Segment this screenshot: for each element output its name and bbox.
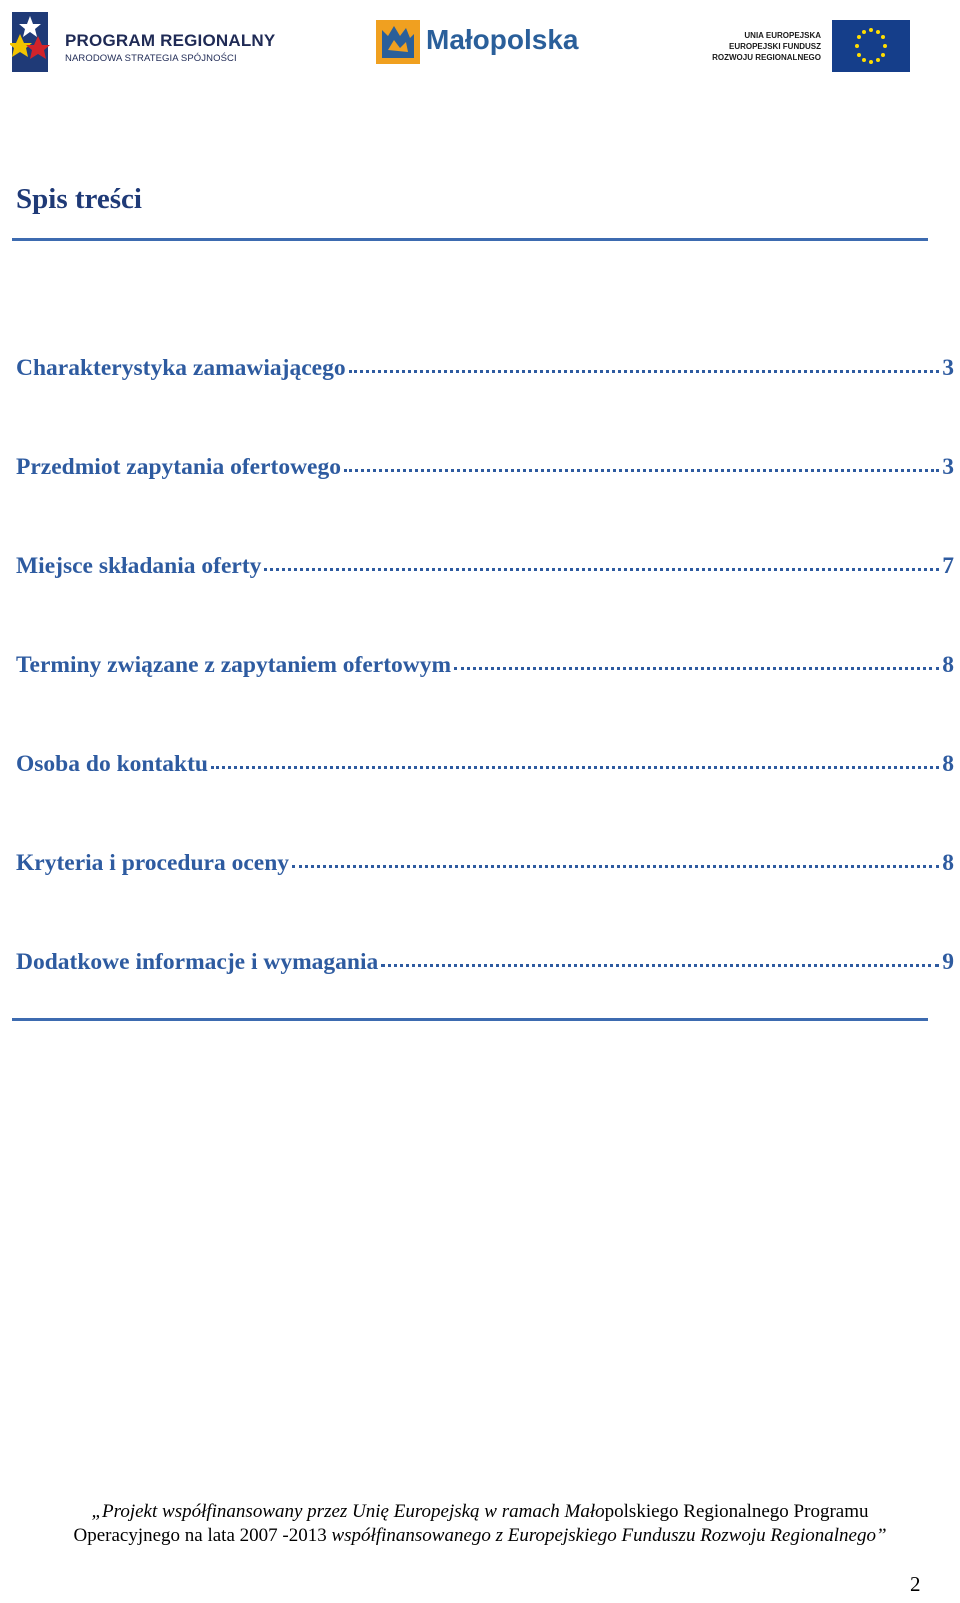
toc-title: Spis treści — [16, 183, 142, 215]
toc-entry-title: Kryteria i procedura oceny — [16, 850, 290, 876]
toc-entry-title: Dodatkowe informacje i wymagania — [16, 949, 379, 975]
toc-dot-leader — [381, 960, 939, 967]
toc-entry-page: 3 — [942, 454, 954, 480]
eu-line-1: UNIA EUROPEJSKA — [744, 31, 821, 40]
toc-entry-title: Miejsce składania oferty — [16, 553, 262, 579]
toc-entry-page: 8 — [942, 850, 954, 876]
toc-entry[interactable] — [16, 751, 954, 850]
malopolska-logo — [376, 20, 596, 66]
toc-entry-title: Przedmiot zapytania ofertowego — [16, 454, 341, 480]
toc-entry[interactable] — [16, 949, 954, 979]
toc-dot-leader — [292, 861, 939, 868]
toc-entry-title: Terminy związane z zapytaniem ofertowym — [16, 652, 452, 678]
program-regionalny-logo — [10, 10, 276, 74]
eu-flag-icon — [832, 20, 910, 72]
toc-entry-title: Charakterystyka zamawiającego — [16, 355, 346, 381]
toc-entry-title: Osoba do kontaktu — [16, 751, 208, 777]
toc-list — [16, 355, 954, 979]
program-regionalny-emblem-icon — [10, 10, 50, 74]
program-regionalny-subtitle: NARODOWA STRATEGIA SPÓJNOŚCI — [65, 53, 237, 64]
page-number: 2 — [910, 1572, 921, 1596]
toc-entry-page: 9 — [942, 949, 954, 975]
malopolska-wordmark: Małopolska — [426, 24, 579, 55]
eu-line-2: EUROPEJSKI FUNDUSZ — [728, 42, 821, 51]
toc-entry-page: 8 — [942, 751, 954, 777]
toc-dot-leader — [211, 762, 939, 769]
footer-line-2 — [0, 1524, 960, 1548]
funding-footer — [0, 1500, 960, 1548]
malopolska-emblem-icon — [376, 20, 420, 64]
toc-dot-leader — [454, 663, 939, 670]
toc-dot-leader — [344, 465, 939, 472]
toc-bottom-rule — [12, 1018, 928, 1021]
footer-line-1-italic: „Projekt współfinansowany przez Unię Europejską w ramach Mało — [91, 1501, 605, 1522]
toc-entry-page: 7 — [942, 553, 954, 579]
toc-dot-leader — [264, 564, 939, 571]
toc-entry[interactable] — [16, 355, 954, 454]
toc-entry[interactable] — [16, 454, 954, 553]
footer-line-2-regular: Operacyjnego na lata 2007 -2013 — [73, 1525, 332, 1546]
program-regionalny-title: PROGRAM REGIONALNY — [65, 31, 276, 50]
toc-entry-page: 8 — [942, 652, 954, 678]
toc-entry[interactable] — [16, 850, 954, 949]
footer-line-1 — [0, 1500, 960, 1524]
toc-entry[interactable] — [16, 652, 954, 751]
eu-line-3: ROZWOJU REGIONALNEGO — [712, 53, 821, 62]
toc-top-rule — [12, 238, 928, 241]
toc-dot-leader — [349, 366, 940, 373]
eu-logo-text — [705, 30, 821, 63]
toc-entry[interactable] — [16, 553, 954, 652]
eu-logo — [705, 20, 915, 74]
footer-line-2-italic: współfinansowanego z Europejskiego Funduszu Rozwoju Regionalnego” — [331, 1525, 887, 1546]
footer-line-1-regular: polskiego Regionalnego Programu — [604, 1501, 869, 1522]
toc-entry-page: 3 — [942, 355, 954, 381]
